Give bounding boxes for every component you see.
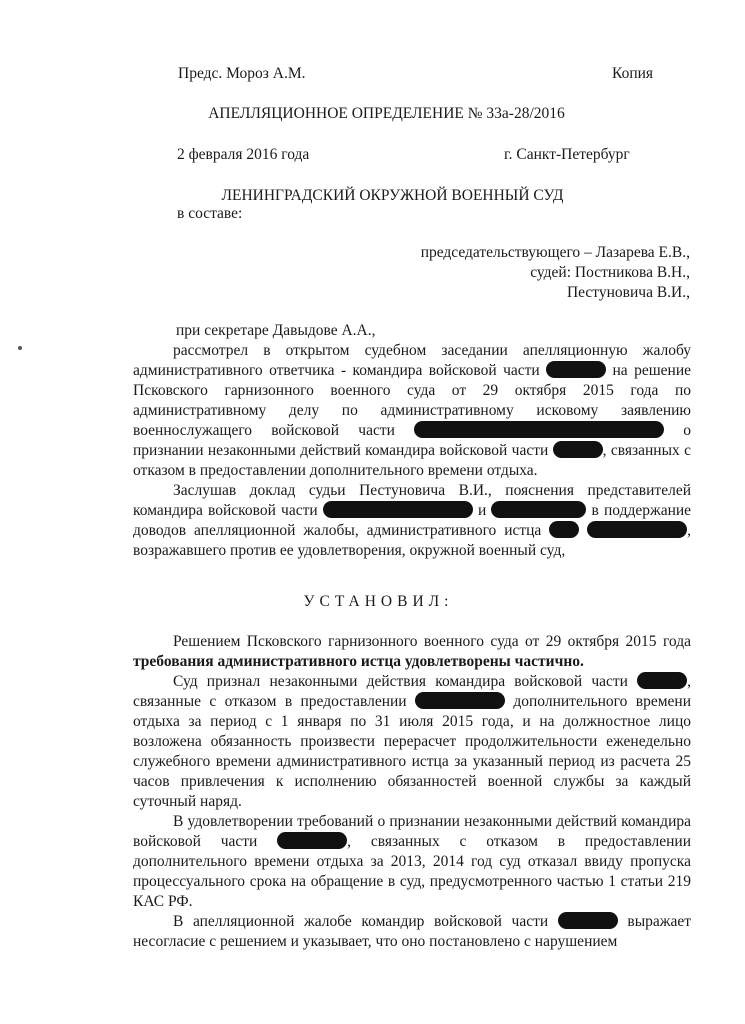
intro-section	[133, 341, 691, 561]
court-name: ЛЕНИНГРАДСКИЙ ОКРУЖНОЙ ВОЕННЫЙ СУД	[221, 187, 564, 204]
presiding-judge-note: Предс. Мороз А.М.	[178, 65, 306, 82]
panel-presiding: председательствующего – Лазарева Е.В.,	[420, 244, 690, 261]
text-fragment: выражает несогласие с решением и указывает, что оно постановлено с нарушением	[133, 913, 692, 950]
text-fragment: рассмотрел в открытом судебном заседании апелляционную жалобу административного ответчика - командира войсковой части	[133, 342, 691, 379]
document-city: г. Санкт-Петербург	[504, 146, 630, 163]
redaction-block	[277, 832, 347, 849]
copy-mark: Копия	[612, 65, 654, 82]
redaction-block	[587, 521, 687, 538]
text-fragment: , связанных с отказом в предоставлении дополнительного времени отдыха за 2013, 2014 год суд отказал ввиду пропуска процессуального срока на обращение в суд, предусмотренного частью 1 статьи 219 КАС РФ.	[133, 833, 692, 910]
text-fragment: на решение Псковского гарнизонного военного суда от 29 октября 2015 года по административному делу по административному исковому заявлению военнослужащего войсковой части	[133, 362, 692, 439]
paragraph-refusal	[133, 812, 691, 912]
paragraph-hearing	[133, 481, 691, 561]
redaction-block	[491, 501, 586, 518]
redaction-block	[558, 912, 618, 929]
text-fragment: в поддержание доводов апелляционной жалобы, административного истца	[133, 502, 692, 539]
redaction-block	[553, 441, 603, 458]
text-fragment: В удовлетворении требований о признании незаконными действий командира войсковой части	[133, 813, 691, 850]
text-fragment: , связанных с отказом в предоставлении дополнительного времени отдыха.	[133, 442, 692, 479]
text-fragment: о признании незаконными действий командира войсковой части	[133, 422, 691, 459]
margin-mark	[18, 346, 22, 350]
text-fragment: , возражавшего против ее удовлетворения, окружной военный суд,	[133, 522, 692, 559]
panel-judge-1: судей: Постникова В.Н.,	[530, 264, 690, 281]
text-fragment: В апелляционной жалобе командир войсковой части	[173, 913, 549, 930]
redaction-block	[546, 361, 606, 378]
paragraph-appeal	[133, 912, 691, 952]
text-fragment: дополнительного времени отдыха за период с 1 января по 31 июля 2015 года, и на должностное лицо возложена обязанность произвести перерасчет продолжительности еженедельно служебного времени административного истца за указанный период из расчета 25 часов привлечения к исполнению обязанностей военной службы за каждый суточный наряд.	[133, 693, 692, 810]
text-fragment: Суд признал незаконными действия командира войсковой части	[173, 673, 628, 690]
text-fragment: , связанные с отказом в предоставлении	[133, 673, 691, 710]
established-heading: УСТАНОВИЛ:	[303, 593, 454, 610]
document-title: АПЕЛЛЯЦИОННОЕ ОПРЕДЕЛЕНИЕ № 33а-28/2016	[208, 105, 565, 122]
redaction-block	[637, 672, 687, 689]
secretary-line: при секретаре Давыдове А.А.,	[176, 322, 376, 339]
redaction-block	[549, 521, 579, 538]
text-fragment: Решением Псковского гарнизонного военного суда от 29 октября 2015 года	[173, 633, 691, 650]
document-date: 2 февраля 2016 года	[177, 146, 310, 163]
paragraph-proceedings	[133, 341, 691, 481]
panel-judge-2: Пестуновича В.И.,	[566, 284, 690, 301]
redaction-block	[414, 421, 664, 438]
composition-label: в составе:	[177, 205, 243, 222]
main-section	[133, 632, 691, 952]
text-fragment: Заслушав доклад судьи Пестуновича В.И., пояснения представителей командира войсковой части	[133, 482, 691, 519]
text-fragment: требования административного истца удовлетворены частично.	[133, 653, 584, 670]
redaction-block	[323, 501, 473, 518]
paragraph-court-found	[133, 672, 691, 812]
paragraph-decision	[133, 632, 691, 672]
redaction-block	[415, 692, 505, 709]
text-fragment: и	[477, 502, 487, 519]
